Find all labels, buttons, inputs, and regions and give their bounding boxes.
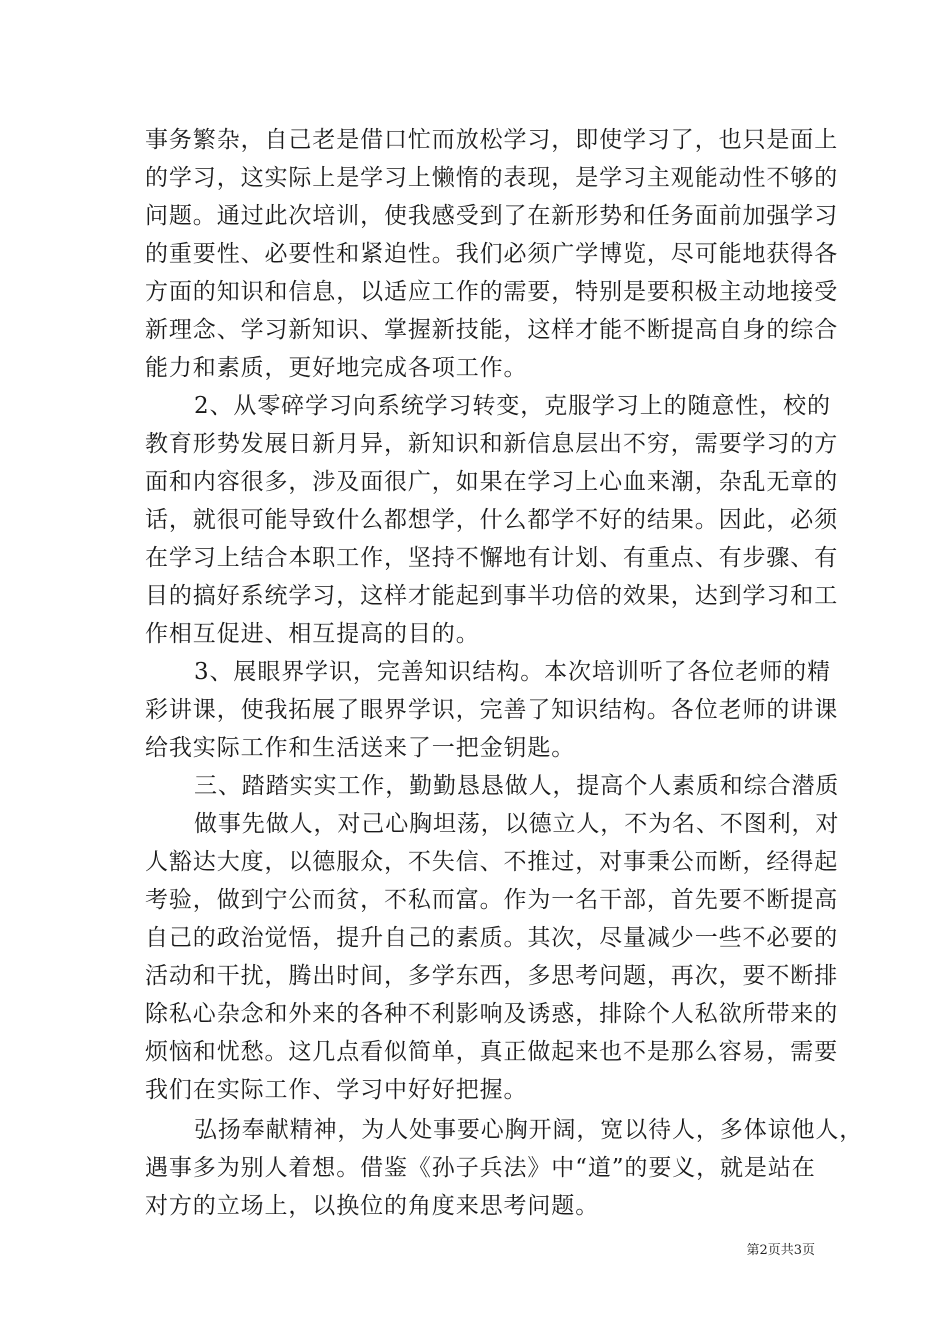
text-line-2: 的学习，这实际上是学习上懒惰的表现，是学习主观能动性不够的 bbox=[145, 165, 839, 191]
text-line-12: 在学习上结合本职工作，坚持不懈地有计划、有重点、有步骤、有 bbox=[145, 545, 839, 571]
text-line-22: 自己的政治觉悟，提升自己的素质。其次，尽量减少一些不必要的 bbox=[145, 925, 839, 951]
text-line-23: 活动和干扰，腾出时间，多学东西，多思考问题，再次，要不断排 bbox=[145, 963, 839, 989]
text-line-20: 人豁达大度，以德服众，不失信、不推过，对事秉公而断，经得起 bbox=[145, 849, 839, 875]
text-line-3: 问题。通过此次培训，使我感受到了在新形势和任务面前加强学习 bbox=[145, 203, 839, 229]
text-line-9: 教育形势发展日新月异，新知识和新信息层出不穷，需要学习的方 bbox=[145, 431, 839, 457]
page-number: 第2页共3页 bbox=[746, 1243, 815, 1258]
text-line-10: 面和内容很多，涉及面很广，如果在学习上心血来潮，杂乱无章的 bbox=[145, 469, 839, 495]
text-line-15: 3、展眼界学识，完善知识结构。本次培训听了各位老师的精 bbox=[194, 659, 831, 685]
text-line-7: 能力和素质，更好地完成各项工作。 bbox=[145, 355, 528, 381]
text-line-6: 新理念、学习新知识、掌握新技能，这样才能不断提高自身的综合 bbox=[145, 317, 839, 343]
text-line-21: 考验，做到宁公而贫，不私而富。作为一名干部，首先要不断提高 bbox=[145, 887, 839, 913]
text-line-13: 目的搞好系统学习，这样才能起到事半功倍的效果，达到学习和工 bbox=[145, 583, 839, 609]
text-line-14: 作相互促进、相互提高的目的。 bbox=[145, 621, 480, 647]
text-line-17: 给我实际工作和生活送来了一把金钥匙。 bbox=[145, 735, 576, 761]
text-line-25: 烦恼和忧愁。这几点看似简单，真正做起来也不是那么容易，需要 bbox=[145, 1039, 839, 1065]
text-line-1: 事务繁杂，自己老是借口忙而放松学习，即使学习了，也只是面上 bbox=[145, 127, 839, 153]
text-line-5: 方面的知识和信息，以适应工作的需要，特别是要积极主动地接受 bbox=[145, 279, 839, 305]
text-line-28: 遇事多为别人着想。借鉴《孙子兵法》中“道”的要义，就是站在 bbox=[145, 1155, 816, 1181]
section-heading-3: 三、踏踏实实工作，勤勤恳恳做人，提高个人素质和综合潜质 bbox=[194, 773, 840, 799]
text-line-19: 做事先做人，对己心胸坦荡，以德立人，不为名、不图利，对 bbox=[194, 811, 840, 837]
text-line-4: 的重要性、必要性和紧迫性。我们必须广学博览，尽可能地获得各 bbox=[145, 241, 839, 267]
text-line-8: 2、从零碎学习向系统学习转变，克服学习上的随意性，校的 bbox=[194, 393, 831, 419]
text-line-24: 除私心杂念和外来的各种不利影响及诱惑，排除个人私欲所带来的 bbox=[145, 1001, 839, 1027]
text-line-11: 话，就很可能导致什么都想学，什么都学不好的结果。因此，必须 bbox=[145, 507, 839, 533]
text-line-26: 我们在实际工作、学习中好好把握。 bbox=[145, 1077, 528, 1103]
text-line-27: 弘扬奉献精神，为人处事要心胸开阔，宽以待人，多体谅他人， bbox=[194, 1117, 864, 1143]
text-line-29: 对方的立场上，以换位的角度来思考问题。 bbox=[145, 1193, 600, 1219]
text-line-16: 彩讲课，使我拓展了眼界学识，完善了知识结构。各位老师的讲课 bbox=[145, 697, 839, 723]
